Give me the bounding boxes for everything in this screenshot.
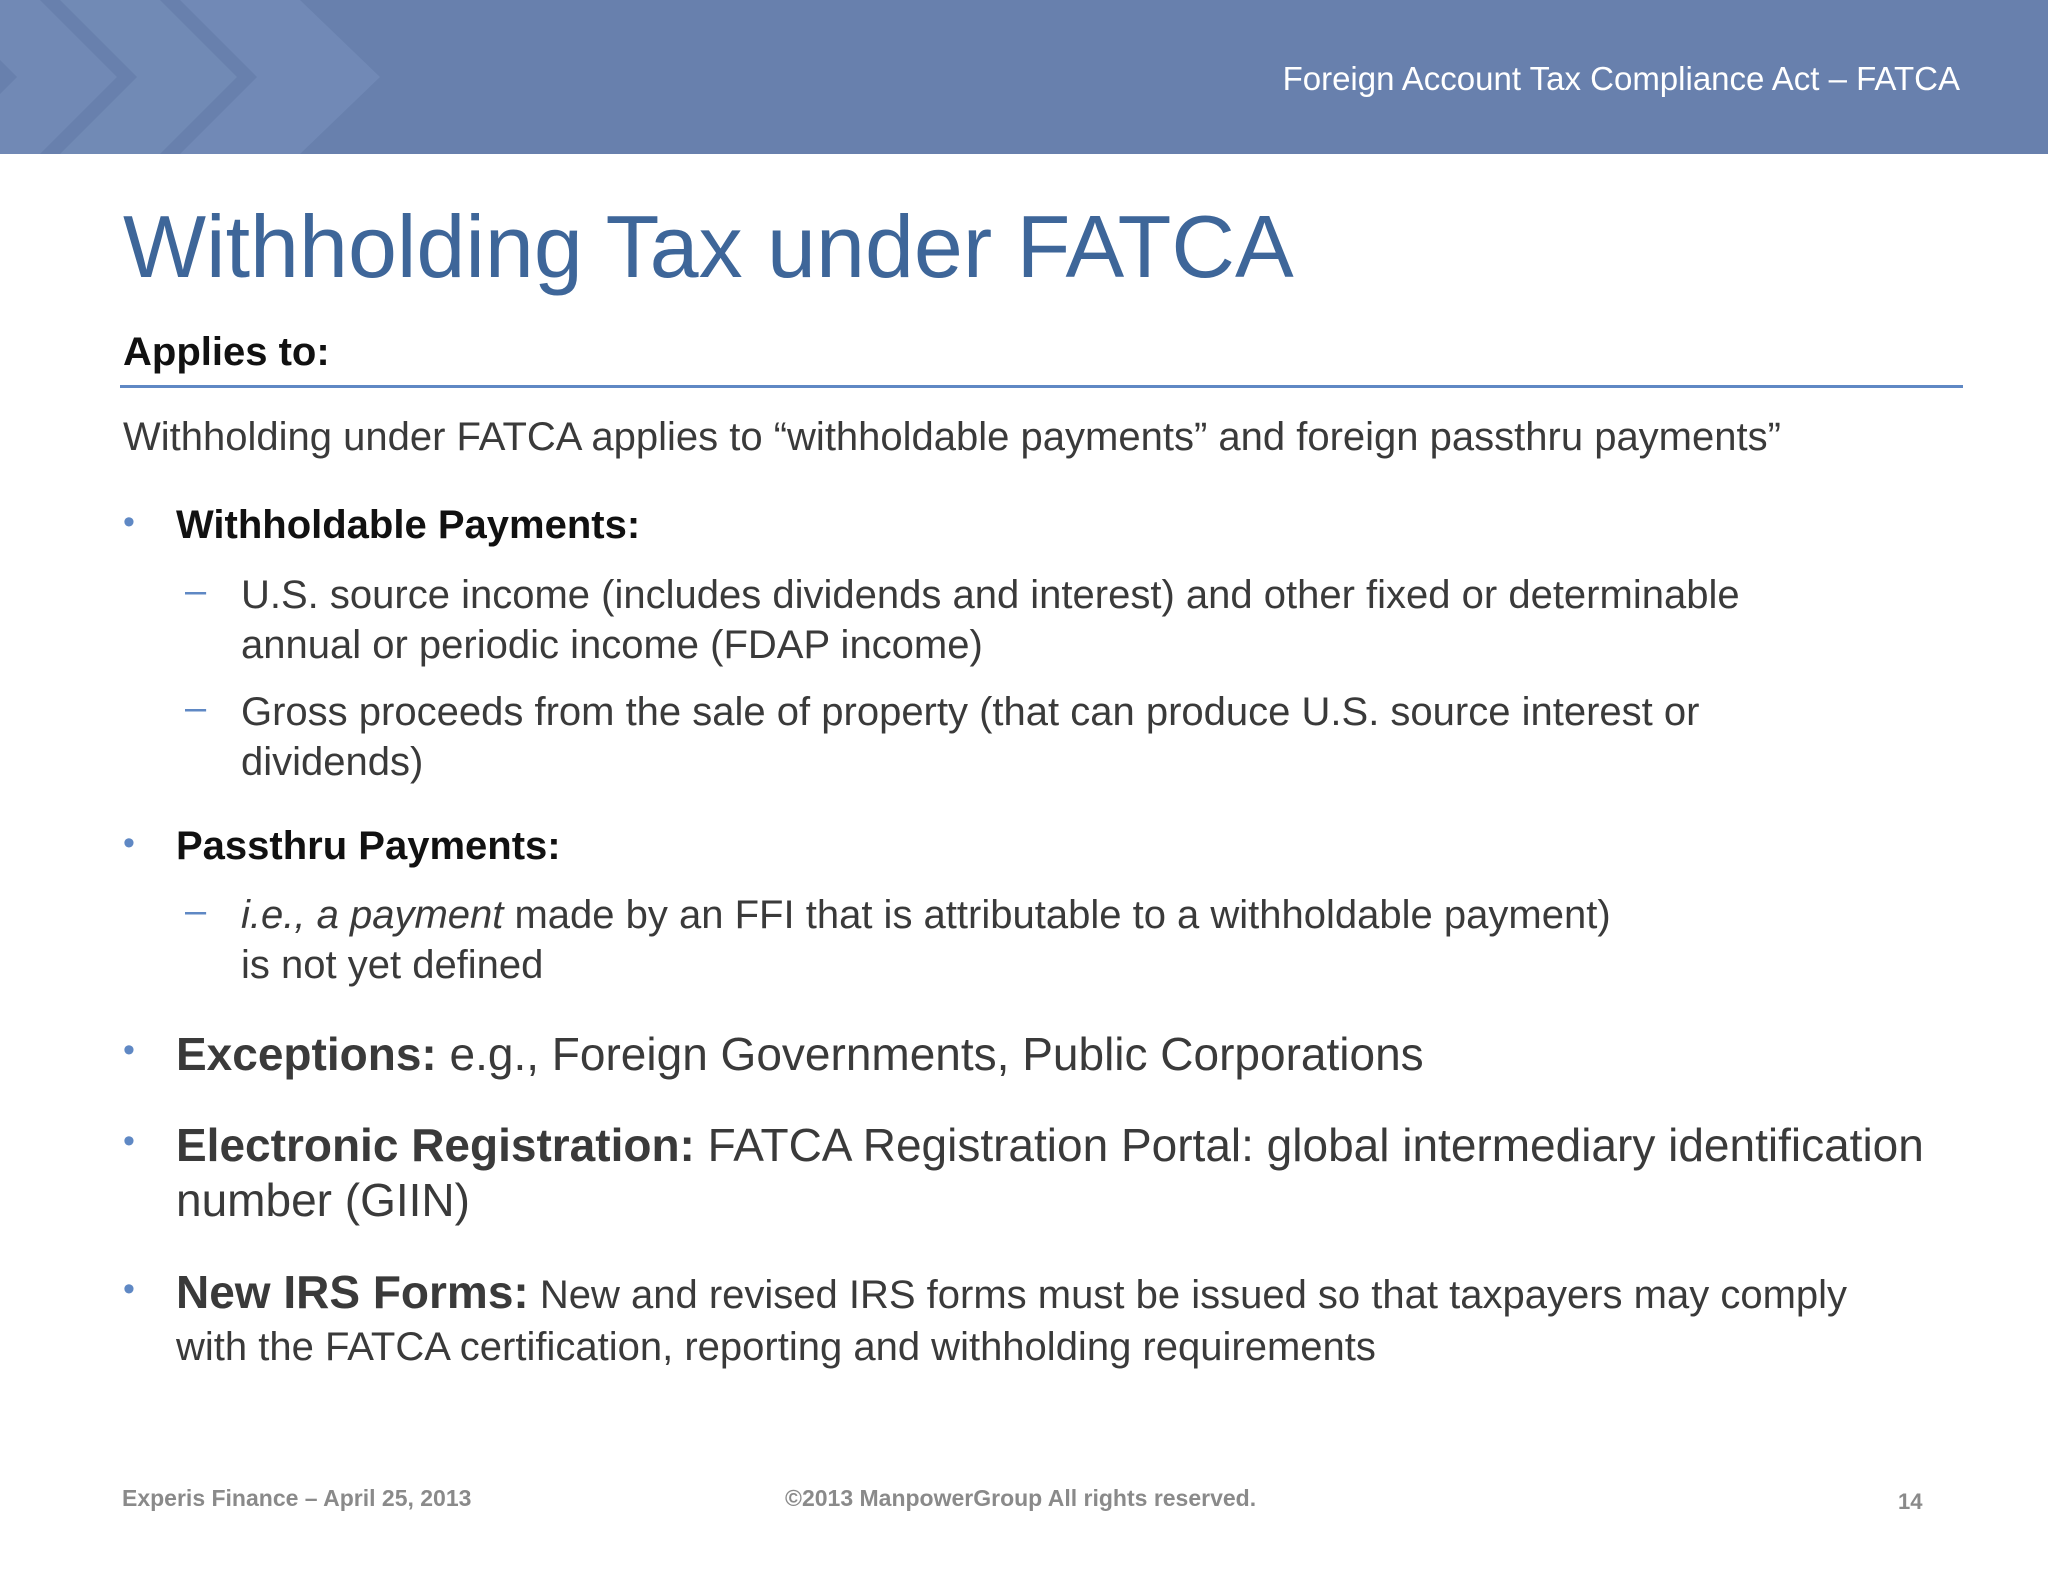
- sub-item-line: is not yet defined: [241, 943, 544, 987]
- bullet-text: e.g., Foreign Governments, Public Corporations: [436, 1028, 1424, 1080]
- bullet-label: Exceptions:: [176, 1028, 437, 1080]
- bullet-label: Passthru Payments:: [176, 824, 561, 868]
- sub-item-line: U.S. source income (includes dividends and interest) and other fixed or determinable: [241, 573, 1740, 617]
- bullet-label: Withholdable Payments:: [176, 503, 641, 547]
- bullet-icon: •: [123, 503, 135, 541]
- sub-item-line: Gross proceeds from the sale of property (that can produce U.S. source interest or: [241, 690, 1700, 734]
- dash-icon: –: [185, 570, 207, 612]
- footer-copyright: ©2013 ManpowerGroup All rights reserved.: [785, 1485, 1257, 1511]
- bullet-icon: •: [123, 1270, 135, 1308]
- intro-text: Withholding under FATCA applies to “withholdable payments” and foreign passthru payments”: [123, 415, 1781, 459]
- chevron-decoration-icon: [0, 0, 420, 154]
- slide-title: Withholding Tax under FATCA: [123, 197, 1294, 296]
- bullet-text-line: with the FATCA certification, reporting and withholding requirements: [176, 1325, 1376, 1369]
- bullet-icon: •: [123, 1122, 135, 1160]
- bullet-icon: •: [123, 1031, 135, 1069]
- subheading: Applies to:: [123, 330, 330, 374]
- bullet-label: New IRS Forms:: [176, 1266, 529, 1318]
- bullet-text: FATCA Registration Portal: global intermediary identification: [694, 1119, 1924, 1171]
- dash-icon: –: [185, 890, 207, 932]
- bullet-text-line: number (GIIN): [176, 1174, 470, 1226]
- sub-item-text: made by an FFI that is attributable to a withholdable payment): [503, 893, 1611, 937]
- dash-icon: –: [185, 687, 207, 729]
- sub-item-line: dividends): [241, 740, 424, 784]
- page-number: 14: [1898, 1489, 1923, 1514]
- divider: [120, 385, 1963, 388]
- sub-item-line: annual or periodic income (FDAP income): [241, 623, 983, 667]
- footer-presenter-date: Experis Finance – April 25, 2013: [122, 1485, 472, 1511]
- bullet-label: Electronic Registration:: [176, 1119, 695, 1171]
- header-band: [0, 0, 2048, 154]
- presentation-title: Foreign Account Tax Compliance Act – FATCA: [1282, 60, 1960, 97]
- bullet-text: New and revised IRS forms must be issued so that taxpayers may comply: [528, 1273, 1848, 1317]
- bullet-icon: •: [123, 824, 135, 862]
- sub-item-italic: i.e., a payment: [241, 893, 504, 937]
